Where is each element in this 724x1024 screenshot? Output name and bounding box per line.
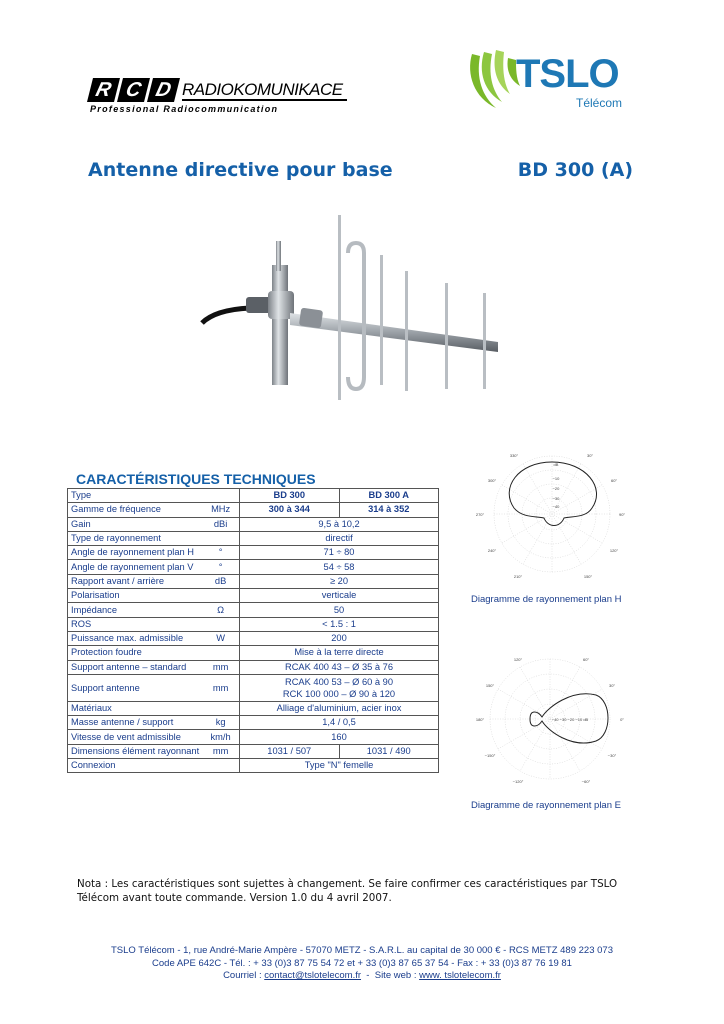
cell-label: Impédance [68, 603, 203, 617]
table-row [68, 589, 439, 603]
cell-label: Rapport avant / arrière [68, 574, 203, 588]
angle-label: 120° [513, 657, 523, 662]
cell-label: Gamme de fréquence [68, 503, 203, 517]
cell-value: Type "N" femelle [240, 759, 439, 773]
table-row [68, 546, 439, 560]
cell-label: Matériaux [68, 701, 203, 715]
rcd-letter-r: R [87, 78, 120, 102]
cell-value: 54 ÷ 58 [240, 560, 439, 574]
angle-label: −120° [512, 779, 524, 784]
scale-label: −40 −30 −20 −10 dB [551, 717, 589, 722]
model-title: BD 300 (A) [517, 159, 633, 181]
cell-label: Polarisation [68, 589, 203, 603]
table-row [68, 517, 439, 531]
cell-unit [202, 617, 239, 631]
table-row [68, 646, 439, 660]
angle-label: 330° [509, 453, 519, 458]
cell-value: RCAK 400 43 – Ø 35 à 76 [240, 660, 439, 674]
tslo-logo [466, 44, 636, 116]
cell-label: Vitesse de vent admissible [68, 730, 203, 744]
cell-unit: Ω [202, 603, 239, 617]
cell-unit [202, 489, 239, 503]
diagram-e-caption: Diagramme de rayonnement plan E [471, 800, 621, 811]
cell-col2: BD 300 A [339, 489, 439, 503]
angle-label: −30° [607, 753, 617, 758]
cell-label: Angle de rayonnement plan V [68, 560, 203, 574]
cell-label: Support antenne [68, 674, 203, 701]
website-link[interactable]: www. tslotelecom.fr [419, 970, 501, 981]
cell-col2: 314 à 352 [339, 503, 439, 517]
page-title: Antenne directive pour base [88, 159, 393, 181]
cell-value: verticale [240, 589, 439, 603]
cell-unit: ° [202, 546, 239, 560]
angle-label: 240° [487, 548, 497, 553]
cell-value: Mise à la terre directe [240, 646, 439, 660]
cell-unit: W [202, 631, 239, 645]
scale-label: −10 [552, 476, 560, 481]
cell-unit: mm [202, 660, 239, 674]
note-text: Nota : Les caractéristiques sont sujettes à changement. Se faire confirmer ces caractéristiques par TSLO Télécom avant toute commande. Version 1.0 du 4 avril 2007. [77, 878, 618, 904]
angle-label: 150° [583, 574, 593, 579]
table-row [68, 617, 439, 631]
rcd-letter-c: C [117, 78, 150, 102]
rcd-tagline: Professional Radiocommunication [90, 104, 279, 114]
angle-label: 0° [620, 717, 624, 722]
cell-label: Protection foudre [68, 646, 203, 660]
rcd-logo [86, 74, 343, 120]
cell-value: < 1.5 : 1 [240, 617, 439, 631]
table-row [68, 660, 439, 674]
angle-label: 90° [618, 512, 626, 517]
table-row [68, 674, 439, 701]
angle-label: 30° [586, 453, 594, 458]
tslo-subtitle: Télécom [576, 96, 623, 110]
cell-label: Masse antenne / support [68, 716, 203, 730]
cell-value: 50 [240, 603, 439, 617]
cell-value: ≥ 20 [240, 574, 439, 588]
tslo-name: TSLO [516, 52, 619, 96]
footer-line-2: Code APE 642C - Tél. : + 33 (0)3 87 75 54 72 et + 33 (0)3 87 65 37 54 - Fax : + 33 (0)3 87 76 19 81 [152, 957, 572, 969]
cell-unit [202, 759, 239, 773]
cell-col1: 300 à 344 [240, 503, 339, 517]
angle-label: 120° [609, 548, 619, 553]
table-row [68, 730, 439, 744]
footer [0, 945, 724, 983]
table-row [68, 560, 439, 574]
cell-value: 1,4 / 0,5 [240, 716, 439, 730]
angle-label: 30° [608, 683, 616, 688]
cell-unit: mm [202, 674, 239, 701]
table-row [68, 701, 439, 715]
table-row [68, 489, 439, 503]
cell-label: Angle de rayonnement plan H [68, 546, 203, 560]
cell-unit: mm [202, 744, 239, 758]
angle-label: 60° [582, 657, 590, 662]
cell-label: Gain [68, 517, 203, 531]
cell-value: 71 ÷ 80 [240, 546, 439, 560]
cell-label: Type [68, 489, 203, 503]
email-link[interactable]: contact@tslotelecom.fr [264, 970, 362, 981]
cell-col1: 1031 / 507 [240, 744, 339, 758]
cell-value: 200 [240, 631, 439, 645]
angle-label: −150° [484, 753, 496, 758]
cell-value: 160 [240, 730, 439, 744]
table-row [68, 716, 439, 730]
email-prefix: Courriel : [223, 970, 265, 981]
angle-label: 60° [610, 478, 618, 483]
angle-label: 300° [487, 478, 497, 483]
cell-unit [202, 646, 239, 660]
cell-value: 9,5 à 10,2 [240, 517, 439, 531]
web-prefix: - Site web : [361, 970, 420, 981]
table-row [68, 574, 439, 588]
scale-label: −20 [552, 486, 560, 491]
rcd-company-name: RADIOKOMUNIKACE [182, 81, 347, 101]
cell-col2: 1031 / 490 [339, 744, 439, 758]
table-body-b [68, 701, 439, 744]
diagram-h-caption: Diagramme de rayonnement plan H [471, 594, 622, 605]
table-row [68, 531, 439, 545]
cell-col1: BD 300 [240, 489, 339, 503]
radiation-diagram-h [468, 448, 628, 582]
radiation-diagram-e [468, 651, 628, 787]
cell-label: Dimensions élément rayonnant [68, 744, 203, 758]
cell-value [240, 674, 439, 701]
scale-label: dB [553, 462, 559, 467]
table-row [68, 603, 439, 617]
cell-unit [202, 531, 239, 545]
cell-unit [202, 701, 239, 715]
cell-label: ROS [68, 617, 203, 631]
antenna-photo [190, 205, 510, 425]
cell-value: Alliage d'aluminium, acier inox [240, 701, 439, 715]
cell-label: Puissance max. admissible [68, 631, 203, 645]
cell-label: Support antenne – standard [68, 660, 203, 674]
table-row [68, 744, 439, 758]
footer-line-1: TSLO Télécom - 1, rue André-Marie Ampère - 57070 METZ - S.A.R.L. au capital de 30 000 € - RCS METZ 489 223 073 [111, 945, 613, 956]
spec-table [67, 488, 439, 773]
table-row [68, 759, 439, 773]
angle-label: 150° [485, 683, 495, 688]
cell-unit: dBi [202, 517, 239, 531]
table-body-a [68, 517, 439, 674]
angle-label: 210° [513, 574, 523, 579]
cell-value: directif [240, 531, 439, 545]
cell-label: Type de rayonnement [68, 531, 203, 545]
cell-unit: kg [202, 716, 239, 730]
scale-label: −30 [552, 496, 560, 501]
footer-line-3 [0, 970, 724, 983]
cell-unit: ° [202, 560, 239, 574]
cell-label: Connexion [68, 759, 203, 773]
table-row [68, 631, 439, 645]
angle-label: −60° [581, 779, 591, 784]
support-line-2: RCK 100 000 – Ø 90 à 120 [282, 688, 396, 699]
scale-label: −40 [552, 504, 560, 509]
support-line-1: RCAK 400 53 – Ø 60 à 90 [284, 676, 394, 687]
rcd-letter-d: D [147, 78, 180, 102]
cell-unit [202, 589, 239, 603]
cell-unit: dB [202, 574, 239, 588]
angle-label: 270° [475, 512, 485, 517]
cell-unit: km/h [202, 730, 239, 744]
angle-label: 180° [475, 717, 485, 722]
cell-unit: MHz [202, 503, 239, 517]
section-title: CARACTÉRISTIQUES TECHNIQUES [76, 471, 316, 487]
table-row [68, 503, 439, 517]
